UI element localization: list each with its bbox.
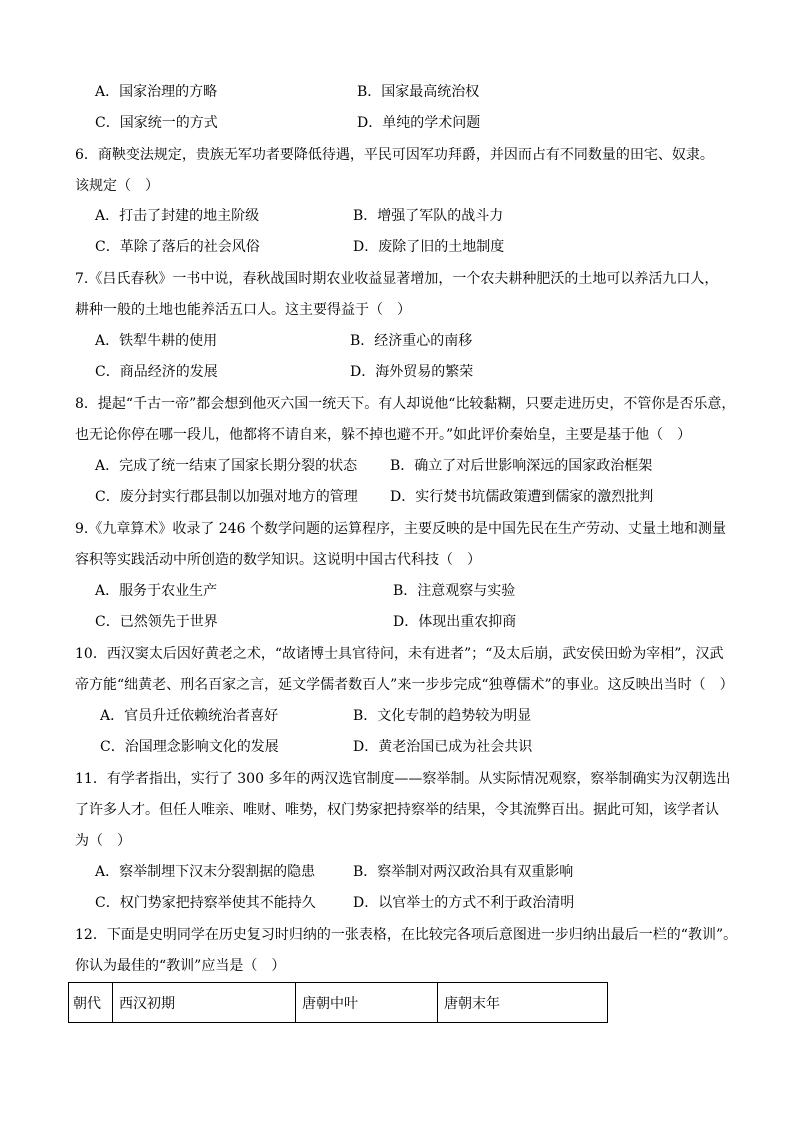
- q6-option-a: A．打击了封建的地主阶级: [95, 208, 260, 224]
- q9-option-a: A．服务于农业生产: [95, 583, 218, 599]
- q8-option-a: A．完成了统一结束了国家长期分裂的状态: [95, 458, 358, 474]
- q7-option-c: C．商品经济的发展: [95, 364, 218, 380]
- q8-stem-line-1: 8．提起“千古一帝”都会想到他灭六国一统天下。有人却说他“比较黏糊，只要走进历史，不管你是否乐意，: [75, 396, 736, 412]
- q6-option-c: C．革除了落后的社会风俗: [95, 239, 260, 255]
- q7-option-d: D．海外贸易的繁荣: [350, 364, 474, 380]
- table-cell-mid-tang: 唐朝中叶: [296, 983, 438, 1023]
- q8-option-b: B．确立了对后世影响深远的国家政治框架: [390, 458, 653, 474]
- q10-option-c: C．治国理念影响文化的发展: [100, 739, 279, 755]
- q8-option-d: D．实行焚书坑儒政策遭到儒家的激烈批判: [390, 489, 654, 505]
- q7-stem-line-1: 7.《吕氏春秋》一书中说，春秋战国时期农业收益显著增加，一个农夫耕种肥沃的土地可以养活九口人，: [75, 271, 719, 287]
- q12-stem-line-1: 12．下面是史明同学在历史复习时归纳的一张表格，在比较完各项后意图进一步归纳出最后一栏的“教训”。: [75, 927, 738, 943]
- q9-option-d: D．体现出重农抑商: [393, 614, 517, 630]
- q10-stem-line-1: 10．西汉窦太后因好黄老之术，“故诸博士具官待问，未有进者”；“及太后崩，武安侯田蚡为宰相”，汉武: [75, 646, 724, 662]
- q11-option-a: A．察举制埋下汉末分裂割据的隐患: [95, 864, 316, 880]
- table-cell-dynasty: 朝代: [69, 983, 113, 1023]
- q11-stem-line-1: 11．有学者指出，实行了 300 多年的两汉选官制度——察举制。从实际情况观察，察举制确实为汉朝选出: [75, 771, 731, 787]
- q6-option-b: B．增强了军队的战斗力: [353, 208, 504, 224]
- q6-stem-line-2: 该规定（ ）: [75, 178, 159, 194]
- q10-option-d: D．黄老治国已成为社会共识: [353, 739, 533, 755]
- q7-stem-line-2: 耕种一般的土地也能养活五口人。这主要得益于（ ）: [75, 302, 411, 318]
- q7-option-b: B．经济重心的南移: [350, 333, 473, 349]
- q10-stem-line-2: 帝方能“绌黄老、刑名百家之言，延文学儒者数百人”来一步步完成“独尊儒术”的事业。这反映出当时（ ）: [75, 677, 734, 693]
- q7-option-a: A．铁犁牛耕的使用: [95, 333, 218, 349]
- q6-stem-line-1: 6．商鞅变法规定，贵族无军功者要降低待遇，平民可因军功拜爵，并因而占有不同数量的田宅、奴隶。: [75, 147, 714, 163]
- q6-option-d: D．废除了旧的土地制度: [353, 239, 505, 255]
- q11-stem-line-2: 了许多人才。但任人唯亲、唯财、唯势，权门势家把持察举的结果，令其流弊百出。据此可知，该学者认: [75, 802, 719, 818]
- q12-table: [68, 982, 608, 1023]
- q10-option-b: B．文化专制的趋势较为明显: [353, 708, 532, 724]
- q11-option-c: C．权门势家把持察举使其不能持久: [95, 895, 316, 911]
- table-cell-late-tang: 唐朝末年: [438, 983, 608, 1023]
- q11-stem-line-3: 为（ ）: [75, 833, 131, 849]
- prev-option-b: B．国家最高统治权: [357, 84, 480, 100]
- prev-option-d: D．单纯的学术问题: [357, 115, 481, 131]
- q9-stem-line-1: 9.《九章算术》收录了 246 个数学问题的运算程序，主要反映的是中国先民在生产劳动、丈量土地和测量: [75, 521, 726, 537]
- q8-option-c: C．废分封实行郡县制以加强对地方的管理: [95, 489, 358, 505]
- q9-option-c: C．已然领先于世界: [95, 614, 218, 630]
- prev-option-a: A．国家治理的方略: [95, 84, 218, 100]
- prev-option-c: C．国家统一的方式: [95, 115, 218, 131]
- q10-option-a: A．官员升迁依赖统治者喜好: [100, 708, 279, 724]
- q8-stem-line-2: 也无论你停在哪一段儿，他都将不请自来，躲不掉也避不开。”如此评价秦始皇，主要是基于他（ ）: [75, 427, 692, 443]
- q12-stem-line-2: 你认为最佳的“教训”应当是（ ）: [75, 958, 286, 974]
- table-row: [69, 983, 608, 1023]
- q11-option-b: B．察举制对两汉政治具有双重影响: [353, 864, 574, 880]
- q9-stem-line-2: 容积等实践活动中所创造的数学知识。这说明中国古代科技（ ）: [75, 552, 481, 568]
- q11-option-d: D．以官举士的方式不利于政治清明: [353, 895, 575, 911]
- q9-option-b: B．注意观察与实验: [393, 583, 516, 599]
- table-cell-western-han: 西汉初期: [113, 983, 296, 1023]
